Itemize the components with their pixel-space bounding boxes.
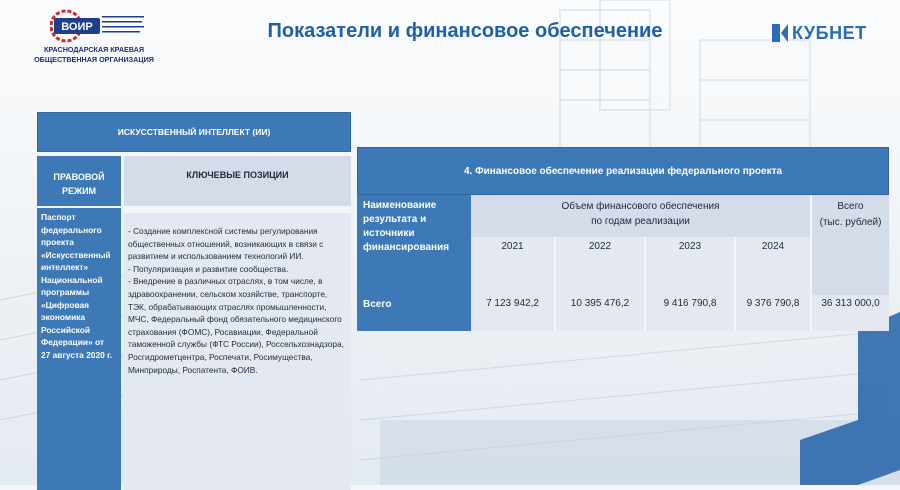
key-positions-cell — [124, 208, 351, 490]
year-header: 2024 — [735, 237, 811, 295]
total-row-value: 7 123 942,2 — [471, 295, 555, 331]
kubnet-logo — [772, 20, 867, 46]
voir-logo — [50, 8, 145, 44]
total-row-value: 9 376 790,8 — [735, 295, 811, 331]
org-name: КРАСНОДАРСКАЯ КРАЕВАЯ ОБЩЕСТВЕННАЯ ОРГАНИЗАЦИЯ — [34, 45, 154, 64]
ai-panel-header — [37, 156, 351, 206]
total-row-value: 9 416 790,8 — [645, 295, 735, 331]
legal-regime-cell: Паспорт федерального проекта «Искусственный интеллект» Национальной программы «Цифровая экономика Российской Федерации» от 27 августа 2020 г. — [37, 208, 121, 490]
year-header: 2023 — [645, 237, 735, 295]
ai-panel — [37, 112, 351, 490]
year-header: 2021 — [471, 237, 555, 295]
position-item: - Популяризация и развитие сообщества. — [128, 263, 289, 274]
volume-header-line2: по годам реализации — [591, 216, 690, 227]
kubnet-icon — [772, 24, 788, 42]
total-row-label: Всего — [357, 295, 471, 331]
ai-panel-body — [37, 208, 351, 490]
total-header — [811, 195, 889, 295]
volume-header-line1: Объем финансового обеспечения — [561, 201, 720, 212]
total-row-value: 10 395 476,2 — [555, 295, 645, 331]
legal-regime-header: ПРАВОВОЙ РЕЖИМ — [37, 156, 121, 206]
volume-header — [471, 195, 811, 237]
total-header-line2: (тыс. рублей) — [819, 217, 882, 228]
finance-table — [357, 195, 889, 331]
year-header: 2022 — [555, 237, 645, 295]
finance-panel — [357, 147, 889, 331]
page-title: Показатели и финансовое обеспечение — [267, 20, 663, 42]
total-row-sum: 36 313 000,0 — [811, 295, 889, 331]
brand-name: КУБНЕТ — [792, 22, 867, 43]
key-positions-header: КЛЮЧЕВЫЕ ПОЗИЦИИ — [124, 156, 351, 206]
ai-panel-title: ИСКУССТВЕННЫЙ ИНТЕЛЛЕКТ (ИИ) — [37, 112, 351, 152]
header — [0, 0, 900, 70]
finance-panel-title: 4. Финансовое обеспечение реализации федерального проекта — [357, 147, 889, 195]
position-item: - Создание комплексной системы регулирования общественных отношений, возникающих в связи с развитием и использованием технологий ИИ. — [128, 226, 324, 262]
result-name-header: Наименование результата и источники финансирования — [357, 195, 471, 295]
total-header-line1: Всего — [837, 201, 864, 212]
position-item: - Внедрение в различных отраслях, в том числе, в здравоохранении, сельском хозяйстве, транспорте, ТЭК, обрабатывающих отраслях промышленности, МЧС, Федеральный фонд обязательного медицинского страхования (ФОМС), Росавиации, Федеральной таможенной службы (ФТС России), Россельхознадзора, Росгидрометцентра, Роспечати, Росимущества, Минприроды, Роспатента, ФОИВ. — [128, 276, 344, 375]
logo-text: ВОИР — [61, 21, 93, 33]
